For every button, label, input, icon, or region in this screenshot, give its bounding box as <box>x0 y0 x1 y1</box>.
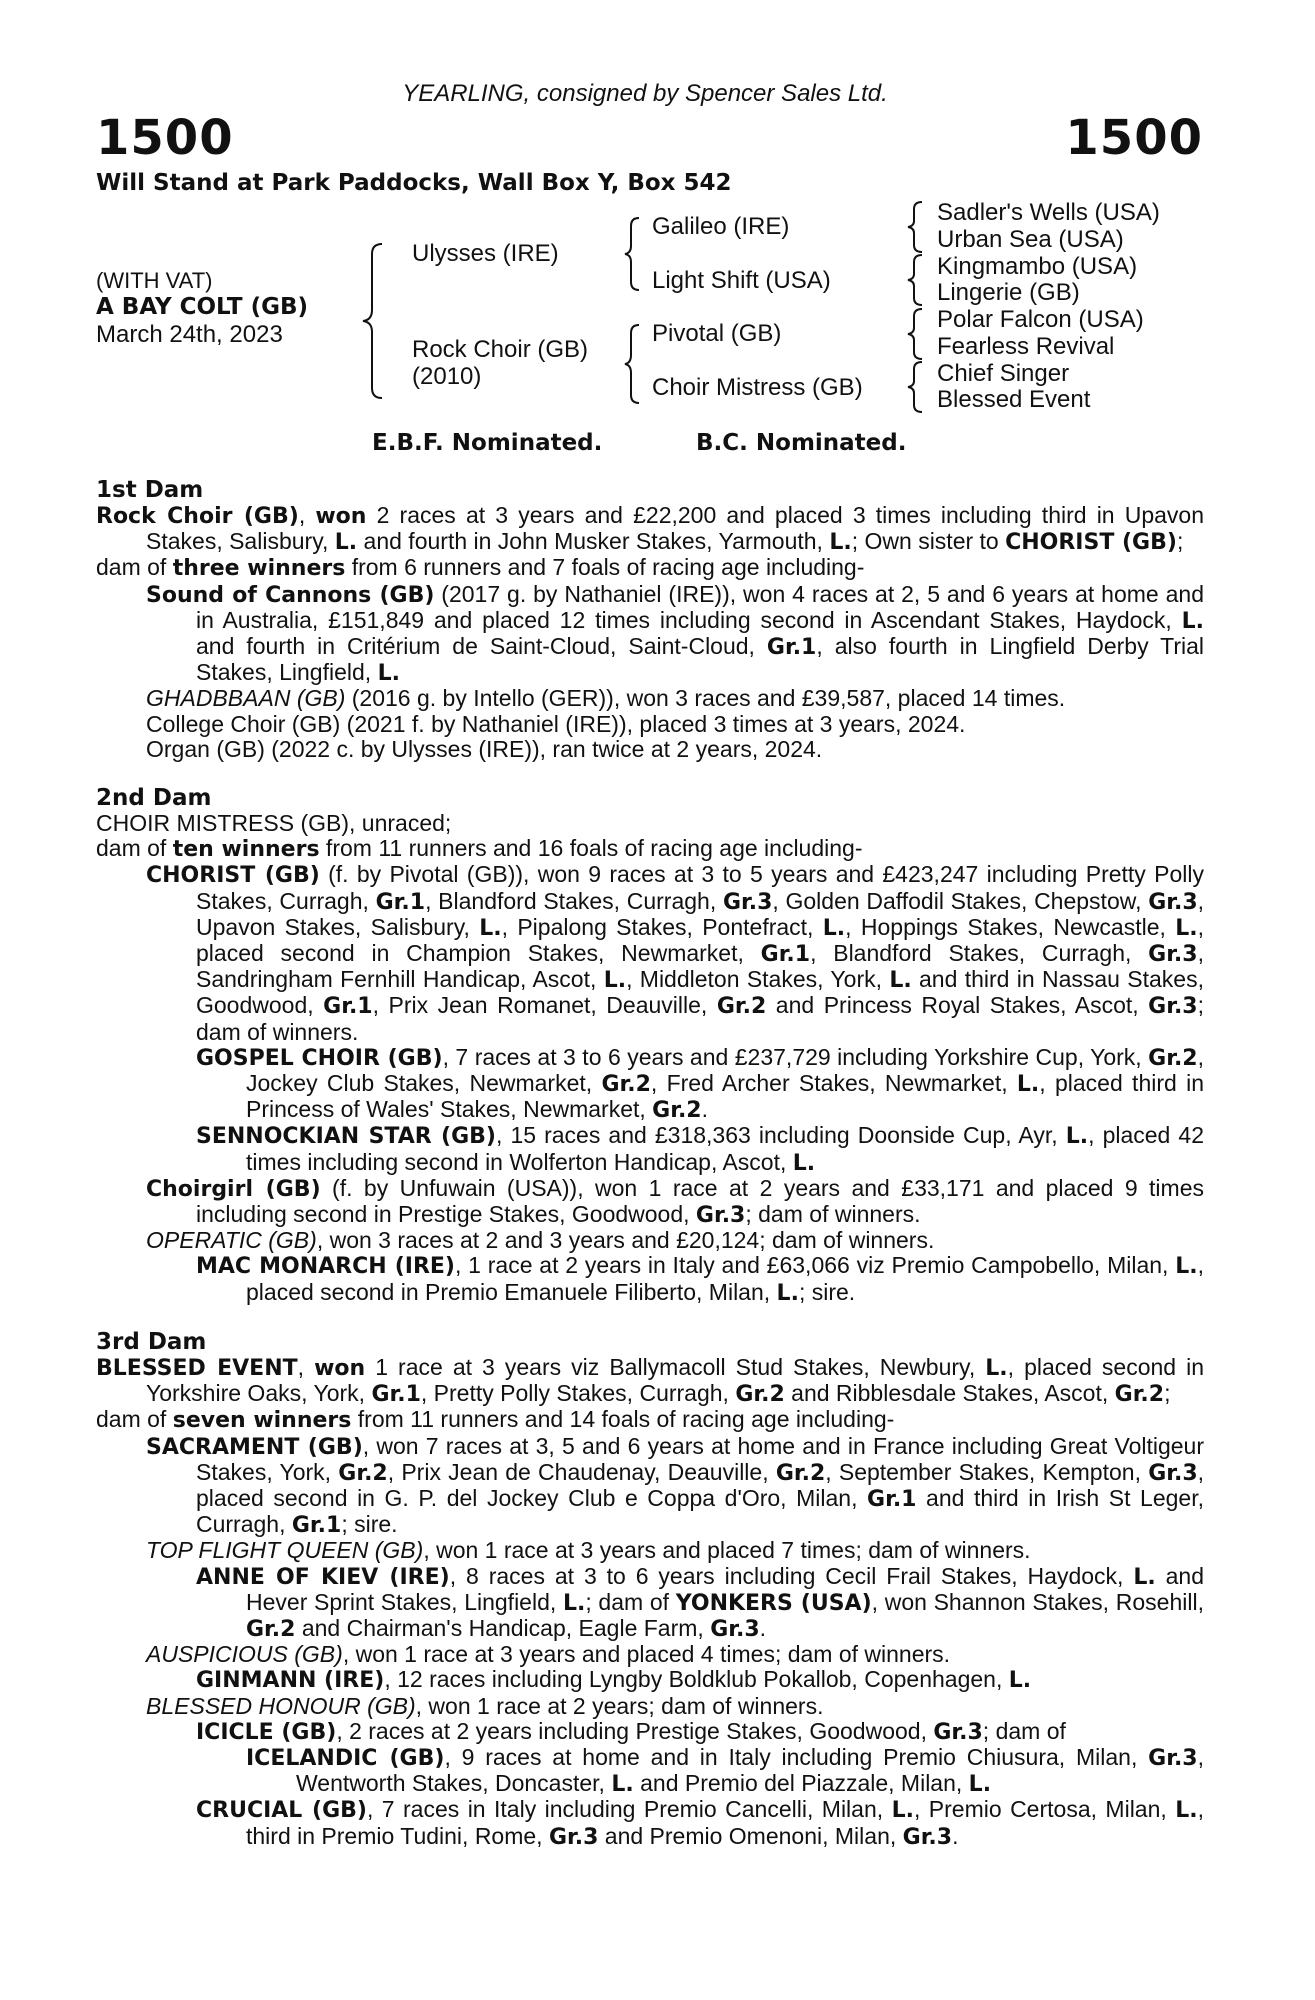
text-run: , September Stakes, Kempton, <box>825 1458 1149 1485</box>
text-run: from 11 runners and 16 foals of racing age including- <box>319 835 863 862</box>
bold-text: Gr.1 <box>760 942 811 968</box>
text-run: . <box>759 1614 767 1641</box>
bold-text: SACRAMENT (GB) <box>146 1434 363 1460</box>
text-run: and Premio del Piazzale, Milan, <box>633 1770 969 1797</box>
text-run: , placed second in Champion Stakes, Newmarket, <box>196 913 1204 967</box>
section-title: 2nd Dam <box>96 785 212 812</box>
horse-dob: March 24th, 2023 <box>96 321 283 348</box>
text-run: and third in Irish St Leger, Curragh, <box>196 1484 1204 1538</box>
pedigree-gen3-2: Urban Sea (USA) <box>937 226 1124 253</box>
bold-text: won <box>314 1355 366 1381</box>
bold-text: L. <box>1175 1798 1198 1824</box>
text-run: , <box>297 1353 315 1380</box>
bold-text: Gr.2 <box>652 1098 702 1124</box>
text-run: . <box>701 1096 708 1123</box>
pedigree-entry <box>96 1538 1204 1563</box>
text-run: ; dam of <box>585 1588 676 1615</box>
pedigree-entry <box>96 1434 1204 1539</box>
bold-text: Gr.1 <box>371 1382 421 1408</box>
pedigree-entry <box>96 1694 1204 1719</box>
text-run: and Hever Sprint Stakes, Lingfield, <box>246 1562 1205 1615</box>
text-run: , Pipalong Stakes, Pontefract, <box>501 913 823 940</box>
bold-text: Gr.2 <box>716 994 767 1020</box>
bold-text: L. <box>889 968 912 994</box>
pedigree-dam: Rock Choir (GB) <box>412 336 589 363</box>
pedigree-gen3-6: Fearless Revival <box>937 333 1115 360</box>
text-run: , won 1 race at 3 years and placed 7 times; dam of winners. <box>423 1537 1031 1564</box>
bold-text: L. <box>1175 1254 1198 1280</box>
text-run: from 6 runners and 7 foals of racing age including- <box>345 554 865 581</box>
italic-text: GHADBBAAN (GB) <box>146 685 346 712</box>
text-run: ; sire. <box>798 1278 856 1305</box>
dam-section-1 <box>96 478 1204 762</box>
bold-text: Gr.2 <box>735 1382 785 1408</box>
pedigree-bracket-dam <box>622 323 644 405</box>
text-run: ; dam of winners. <box>196 992 1204 1045</box>
pedigree-bracket-g3-3 <box>905 307 927 361</box>
bold-text: L. <box>1181 608 1204 634</box>
bc-nominated: B.C. Nominated. <box>696 430 907 456</box>
text-run: and third in Nassau Stakes, Goodwood, <box>196 966 1204 1019</box>
lot-number-left: 1500 <box>96 110 234 166</box>
text-run: and Princess Royal Stakes, Ascot, <box>766 992 1149 1019</box>
bold-text: Gr.3 <box>1148 1745 1198 1771</box>
bold-text: ANNE OF KIEV (IRE) <box>196 1564 450 1590</box>
bold-text: L. <box>968 1772 992 1798</box>
bold-text: Gr.2 <box>775 1460 826 1486</box>
bold-text: MAC MONARCH (IRE) <box>196 1254 455 1280</box>
text-run: ; <box>1176 528 1184 555</box>
bold-text: L. <box>1065 1124 1089 1150</box>
pedigree-entry <box>96 862 1204 1044</box>
pedigree-gen2-1: Galileo (IRE) <box>652 213 790 240</box>
text-run: , third in Premio Tudini, Rome, <box>246 1796 1204 1849</box>
text-run: , Fred Archer Stakes, Newmarket, <box>650 1070 1017 1097</box>
text-run: and Ribblesdale Stakes, Ascot, <box>784 1380 1115 1407</box>
bold-text: YONKERS (USA) <box>675 1590 872 1616</box>
bold-text: L. <box>822 915 846 941</box>
bold-text: Gr.1 <box>867 1486 917 1512</box>
pedigree-bracket-gen1 <box>360 240 390 402</box>
text-run: . <box>952 1822 959 1849</box>
text-run: Organ (GB) (2022 c. by Ulysses (IRE)), ran twice at 2 years, 2024. <box>146 735 823 762</box>
bold-text: Gr.3 <box>695 1203 746 1229</box>
text-run: , 7 races in Italy including Premio Cancelli, Milan, <box>366 1796 892 1823</box>
bold-text: L. <box>562 1590 586 1616</box>
text-run: , won 7 races at 3, 5 and 6 years at home and in France including Great Voltigeur Stakes, York, <box>196 1432 1205 1485</box>
text-run: , 15 races and £318,363 including Doonside Cup, Ayr, <box>495 1122 1066 1149</box>
bold-text: L. <box>479 915 502 941</box>
pedigree-entry <box>96 1407 1204 1433</box>
text-run: , won Shannon Stakes, Rosehill, <box>871 1588 1204 1615</box>
text-run: ; sire. <box>341 1511 398 1538</box>
text-run: and fourth in Critérium de Saint-Cloud, Saint-Cloud, <box>196 633 767 660</box>
text-run: 2 races at 3 years and £22,200 and placed 3 times including third in Upavon Stakes, Salisbury, <box>146 502 1205 555</box>
bold-text: L. <box>985 1355 1008 1381</box>
pedigree-entry <box>96 1253 1204 1305</box>
bold-text: L. <box>1133 1564 1156 1590</box>
pedigree-gen3-7: Chief Singer <box>937 360 1070 387</box>
lot-number-right: 1500 <box>1065 110 1203 166</box>
bold-text: ten winners <box>172 837 320 863</box>
bold-text: L. <box>611 1772 634 1798</box>
text-run: and fourth in John Musker Stakes, Yarmouth, <box>357 528 830 555</box>
bold-text: Gr.3 <box>902 1824 953 1850</box>
pedigree-entry <box>96 1745 1204 1797</box>
text-run: ; <box>1164 1380 1171 1407</box>
pedigree-bracket-g3-1 <box>905 200 927 254</box>
bold-text: L. <box>334 530 358 556</box>
text-run: , placed second in Yorkshire Oaks, York, <box>146 1353 1205 1407</box>
bold-text: Gr.2 <box>1114 1382 1165 1408</box>
bold-text: Gr.2 <box>601 1072 651 1098</box>
pedigree-gen2-3: Pivotal (GB) <box>652 320 782 347</box>
bold-text: L. <box>829 530 852 556</box>
italic-text: BLESSED HONOUR (GB) <box>146 1692 416 1719</box>
text-run: , placed second in Premio Emanuele Filiberto, Milan, <box>246 1252 1204 1305</box>
pedigree-entry <box>96 836 1204 862</box>
text-run: , 9 races at home and in Italy including Premio Chiusura, Milan, <box>444 1743 1149 1770</box>
pedigree-entry <box>96 1228 1204 1253</box>
text-run: and Premio Omenoni, Milan, <box>598 1822 903 1849</box>
text-run: , Golden Daffodil Stakes, Chepstow, <box>772 887 1149 914</box>
text-run: dam of <box>96 835 173 862</box>
text-run: ; dam of <box>982 1717 1066 1744</box>
pedigree-sire: Ulysses (IRE) <box>412 240 559 267</box>
text-run: 1 race at 3 years viz Ballymacoll Stud Stakes, Newbury, <box>365 1353 986 1380</box>
bold-text: three winners <box>172 556 346 582</box>
pedigree-entry <box>96 555 1204 581</box>
bold-text: Gr.3 <box>1148 1460 1198 1486</box>
horse-name: A BAY COLT (GB) <box>96 294 309 320</box>
pedigree-entry <box>96 503 1204 555</box>
bold-text: Gr.3 <box>548 1824 599 1850</box>
pedigree-entry <box>96 1355 1204 1407</box>
bold-text: L. <box>776 1280 799 1306</box>
text-run: , Wentworth Stakes, Doncaster, <box>296 1743 1204 1797</box>
bold-text: ICICLE (GB) <box>196 1719 337 1745</box>
italic-text: AUSPICIOUS (GB) <box>146 1641 343 1668</box>
bold-text: Gr.3 <box>722 889 773 915</box>
bold-text: Gr.2 <box>1148 1045 1198 1071</box>
pedigree-entry <box>96 686 1204 711</box>
text-run: , also fourth in Lingfield Derby Trial Stakes, Lingfield, <box>196 633 1204 686</box>
text-run: , Prix Jean de Chaudenay, Deauville, <box>387 1458 776 1485</box>
bold-text: ICELANDIC (GB) <box>246 1745 445 1771</box>
pedigree-bracket-sire <box>622 216 644 292</box>
text-run: , 2 races at 2 years including Prestige Stakes, Goodwood, <box>336 1717 934 1744</box>
text-run: , 12 races including Lyngby Boldklub Pokallob, Copenhagen, <box>384 1666 1009 1693</box>
text-run: , won 1 race at 3 years and placed 4 times; dam of winners. <box>342 1641 951 1668</box>
text-run: , Sandringham Fernhill Handicap, Ascot, <box>196 940 1204 993</box>
consignor-line: YEARLING, consigned by Spencer Sales Ltd. <box>402 80 888 107</box>
text-run: , Middleton Stakes, York, <box>626 966 890 993</box>
pedigree-gen3-4: Lingerie (GB) <box>937 279 1080 306</box>
pedigree-gen3-1: Sadler's Wells (USA) <box>937 199 1160 226</box>
bold-text: won <box>315 504 367 529</box>
pedigree-gen2-2: Light Shift (USA) <box>652 267 831 294</box>
pedigree-entry <box>96 1642 1204 1667</box>
text-run: , Blandford Stakes, Curragh, <box>810 940 1149 967</box>
text-run: dam of <box>96 1406 173 1433</box>
pedigree-entry <box>96 1797 1204 1849</box>
pedigree-entry <box>96 1564 1204 1643</box>
bold-text: L. <box>377 661 400 687</box>
pedigree-gen3-8: Blessed Event <box>937 386 1091 413</box>
text-run: , won 1 race at 2 years; dam of winners. <box>415 1692 824 1719</box>
bold-text: seven winners <box>172 1408 352 1434</box>
text-run: , won 3 races at 2 and 3 years and £20,124; dam of winners. <box>316 1227 935 1254</box>
bold-text: Gr.3 <box>710 1616 760 1642</box>
pedigree-dam-year: (2010) <box>412 363 482 390</box>
italic-text: OPERATIC (GB) <box>146 1227 317 1254</box>
text-run: , placed second in G. P. del Jockey Club e Coppa d'Oro, Milan, <box>196 1458 1205 1511</box>
text-run: , Premio Certosa, Milan, <box>913 1796 1176 1823</box>
text-run: , <box>298 502 316 528</box>
text-run: , 7 races at 3 to 6 years and £237,729 including Yorkshire Cup, York, <box>442 1043 1149 1070</box>
text-run: , placed 42 times including second in Wolferton Handicap, Ascot, <box>246 1122 1205 1175</box>
dam-section-3 <box>96 1330 1204 1850</box>
bold-text: Gr.2 <box>246 1616 296 1642</box>
pedigree-entry <box>96 1045 1204 1124</box>
text-run: , Jockey Club Stakes, Newmarket, <box>246 1043 1204 1097</box>
pedigree-entry <box>96 1123 1204 1175</box>
text-run: ; dam of winners. <box>745 1201 921 1228</box>
bold-text: Rock Choir (GB) <box>96 504 299 529</box>
pedigree-entry <box>96 737 1204 762</box>
bold-text: CHORIST (GB) <box>1005 530 1177 556</box>
italic-text: TOP FLIGHT QUEEN (GB) <box>146 1537 424 1564</box>
bold-text: L. <box>891 1798 914 1824</box>
bold-text: Choirgirl (GB) <box>146 1176 321 1202</box>
bold-text: Gr.3 <box>1148 942 1198 968</box>
text-run: , 8 races at 3 to 6 years including Cecil Frail Stakes, Haydock, <box>449 1562 1134 1589</box>
section-title: 1st Dam <box>96 477 204 503</box>
text-run: ; Own sister to <box>851 528 1006 555</box>
bold-text: L. <box>1016 1072 1040 1098</box>
pedigree-gen3-5: Polar Falcon (USA) <box>937 306 1144 333</box>
bold-text: GINMANN (IRE) <box>196 1668 385 1694</box>
bold-text: Gr.3 <box>1148 994 1198 1020</box>
text-run: , Hoppings Stakes, Newcastle, <box>845 913 1176 940</box>
catalogue-pages <box>96 478 1204 1850</box>
bold-text: Gr.3 <box>1148 889 1198 915</box>
dam-section-2 <box>96 786 1204 1306</box>
vat-label: (WITH VAT) <box>96 268 213 293</box>
bold-text: CRUCIAL (GB) <box>196 1798 367 1824</box>
pedigree-bracket-g3-4 <box>905 360 927 414</box>
pedigree-entry <box>96 712 1204 737</box>
bold-text: L. <box>603 968 627 994</box>
pedigree-gen3-3: Kingmambo (USA) <box>937 253 1138 280</box>
pedigree-entry <box>96 811 1204 836</box>
pedigree-entry <box>96 1176 1204 1228</box>
pedigree-entry <box>96 1667 1204 1693</box>
text-run: and Chairman's Handicap, Eagle Farm, <box>295 1614 711 1641</box>
text-run: College Choir (GB) (2021 f. by Nathaniel (IRE)), placed 3 times at 3 years, 2024. <box>146 710 966 737</box>
pedigree-entry <box>96 1719 1204 1745</box>
bold-text: Gr.1 <box>323 994 373 1020</box>
bold-text: Gr.1 <box>766 635 817 661</box>
section-title: 3rd Dam <box>96 1328 207 1355</box>
bold-text: Gr.3 <box>933 1719 983 1745</box>
bold-text: Gr.1 <box>375 889 426 915</box>
text-run: , Blandford Stakes, Curragh, <box>425 887 723 914</box>
pedigree-gen2-4: Choir Mistress (GB) <box>652 374 863 401</box>
pedigree-bracket-g3-2 <box>905 253 927 307</box>
bold-text: L. <box>1175 915 1198 941</box>
pedigree-entry <box>96 582 1204 687</box>
bold-text: Gr.2 <box>338 1460 388 1486</box>
text-run: , Prix Jean Romanet, Deauville, <box>372 992 717 1019</box>
text-run: , placed third in Princess of Wales' Stakes, Newmarket, <box>246 1070 1204 1123</box>
bold-text: GOSPEL CHOIR (GB) <box>196 1045 443 1071</box>
bold-text: L. <box>1008 1668 1032 1694</box>
text-run: CHOIR MISTRESS (GB), unraced; <box>96 810 452 837</box>
text-run: (f. by Pivotal (GB)), won 9 races at 3 to 5 years and £423,247 including Pretty Polly Stakes, Curragh, <box>196 861 1204 914</box>
text-run: from 11 runners and 14 foals of racing age including- <box>351 1406 895 1433</box>
bold-text: Gr.1 <box>291 1513 342 1539</box>
text-run: dam of <box>96 554 173 581</box>
text-run: , Pretty Polly Stakes, Curragh, <box>420 1380 736 1407</box>
text-run: (2016 g. by Intello (GER)), won 3 races and £39,587, placed 14 times. <box>345 685 1066 712</box>
bold-text: CHORIST (GB) <box>146 863 320 889</box>
bold-text: Sound of Cannons (GB) <box>146 582 435 608</box>
stand-location: Will Stand at Park Paddocks, Wall Box Y, Box 542 <box>96 170 732 196</box>
bold-text: SENNOCKIAN STAR (GB) <box>196 1124 496 1150</box>
bold-text: BLESSED EVENT <box>96 1355 298 1381</box>
text-run: , Upavon Stakes, Salisbury, <box>196 887 1205 940</box>
text-run: , 1 race at 2 years in Italy and £63,066 viz Premio Campobello, Milan, <box>454 1252 1176 1279</box>
bold-text: L. <box>792 1150 816 1176</box>
text-run: (2017 g. by Nathaniel (IRE)), won 4 races at 2, 5 and 6 years at home and in Australia, £151,849 and placed 12 times including second in Ascendant Stakes, Haydock, <box>196 580 1204 633</box>
ebf-nominated: E.B.F. Nominated. <box>372 430 603 456</box>
text-run: (f. by Unfuwain (USA)), won 1 race at 2 years and £33,171 and placed 9 times including second in Prestige Stakes, Goodwood, <box>196 1174 1204 1228</box>
